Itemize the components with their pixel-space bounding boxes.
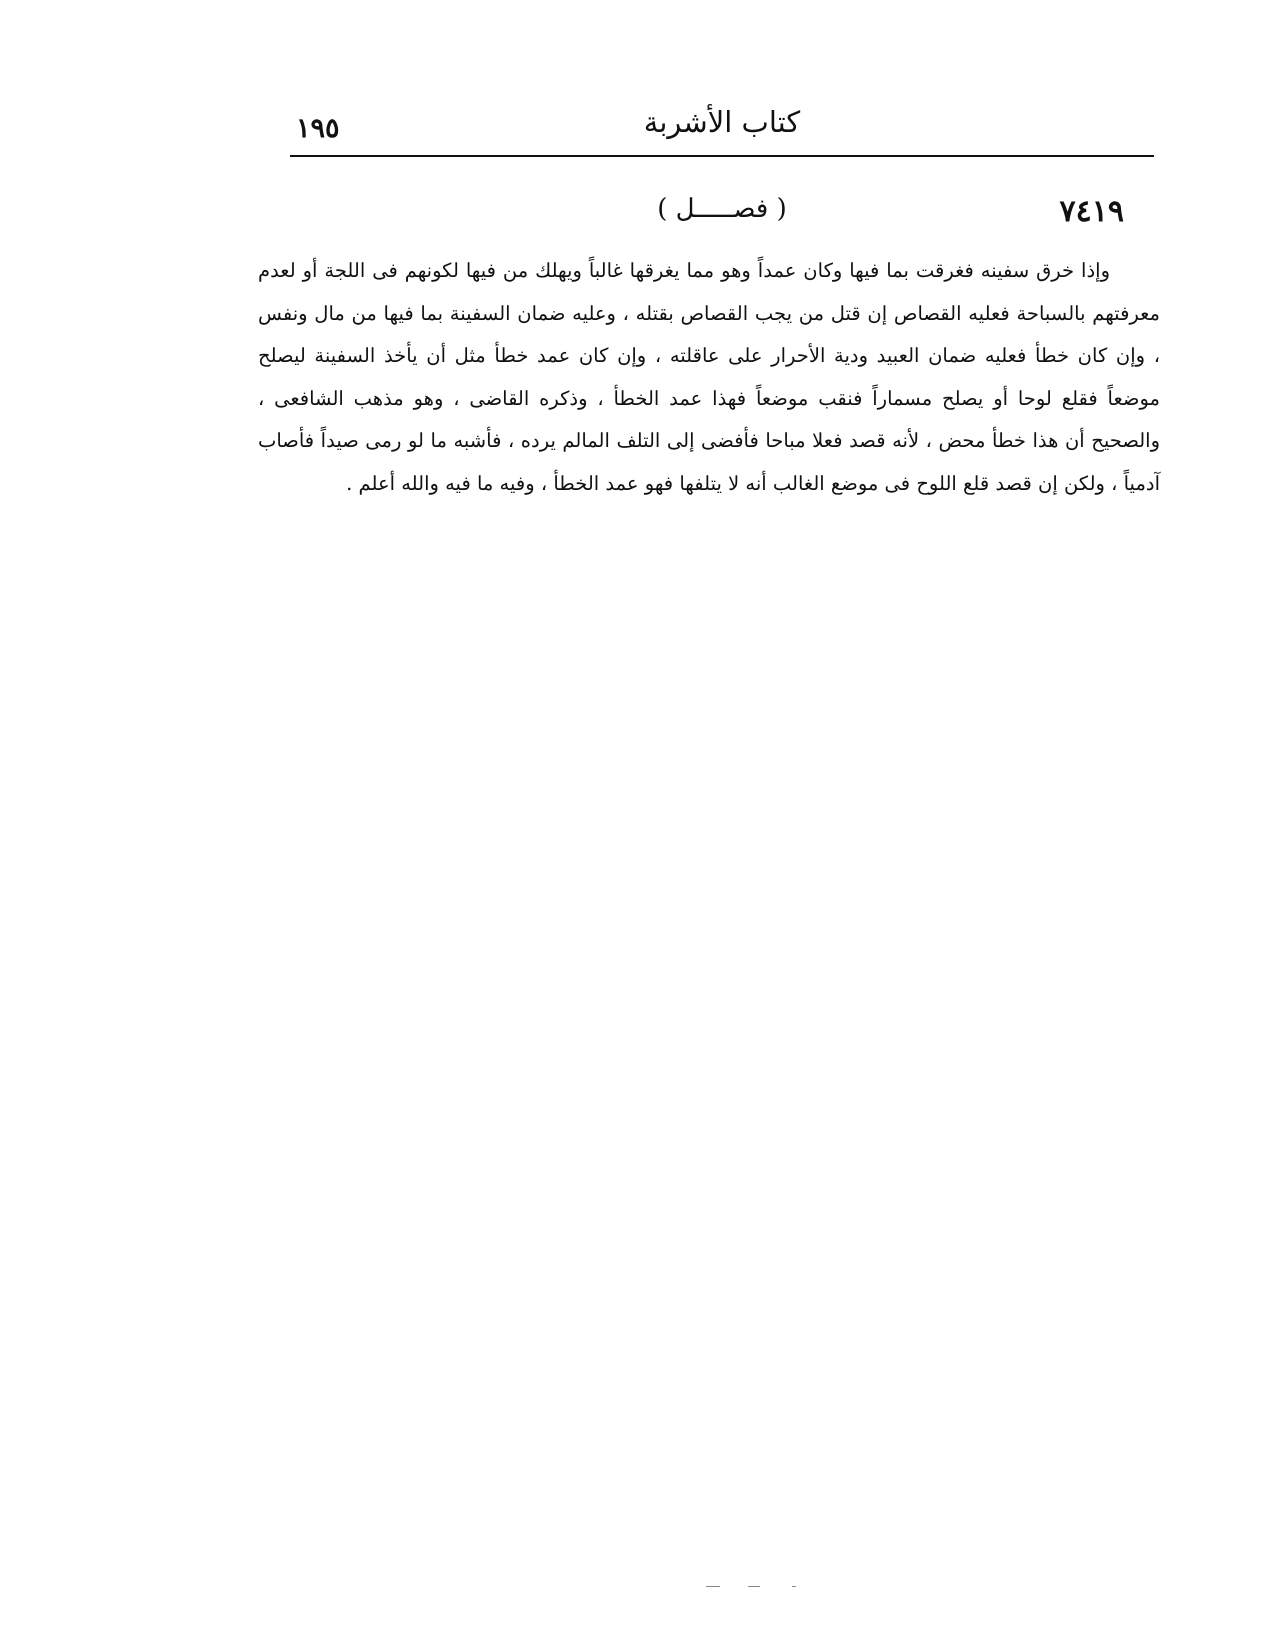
section-heading: ( فصـــــل ) bbox=[657, 194, 787, 224]
body-paragraph: وإذا خرق سفينه فغرقت بما فيها وكان عمداً وهو مما يغرقها غالباً ويهلك من فيها لكونهم فى اللجة أو لعدم معرفتهم بالسباحة فعليه القصاص إن قتل من يجب القصاص بقتله ، وعليه ضمان السفينة بما فيها من مال ونفس ، وإن كان خطأ فعليه ضمان العبيد ودية الأحرار على عاقلته ، وإن كان عمد خطأ مثل أن يأخذ السفينة ليصلح موضعاً فقلع لوحا أو يصلح مسماراً فنقب موضعاً فهذا عمد الخطأ ، وذكره القاضى ، وهو مذهب الشافعى ، والصحيح أن هذا خطأ محض ، لأنه قصد فعلا مباحا فأفضى إلى التلف المالم يرده ، فأشبه ما لو رمى صيداً فأصاب آدمياً ، ولكن إن قصد قلع اللوح فى موضع الغالب أنه لا يتلفها فهو عمد الخطأ ، وفيه ما فيه والله أعلم . bbox=[258, 259, 1161, 495]
footer-mark bbox=[792, 1586, 796, 1587]
section-line bbox=[290, 190, 1154, 238]
footer-mark bbox=[748, 1586, 760, 1587]
running-header bbox=[290, 105, 1154, 153]
body-text bbox=[258, 250, 1160, 505]
header-rule bbox=[290, 155, 1154, 157]
section-number: ٧٤١٩ bbox=[1059, 194, 1124, 229]
footer-mark bbox=[706, 1586, 720, 1587]
page-number: ١٩٥ bbox=[296, 113, 340, 144]
book-title: كتاب الأشربة bbox=[643, 105, 801, 139]
